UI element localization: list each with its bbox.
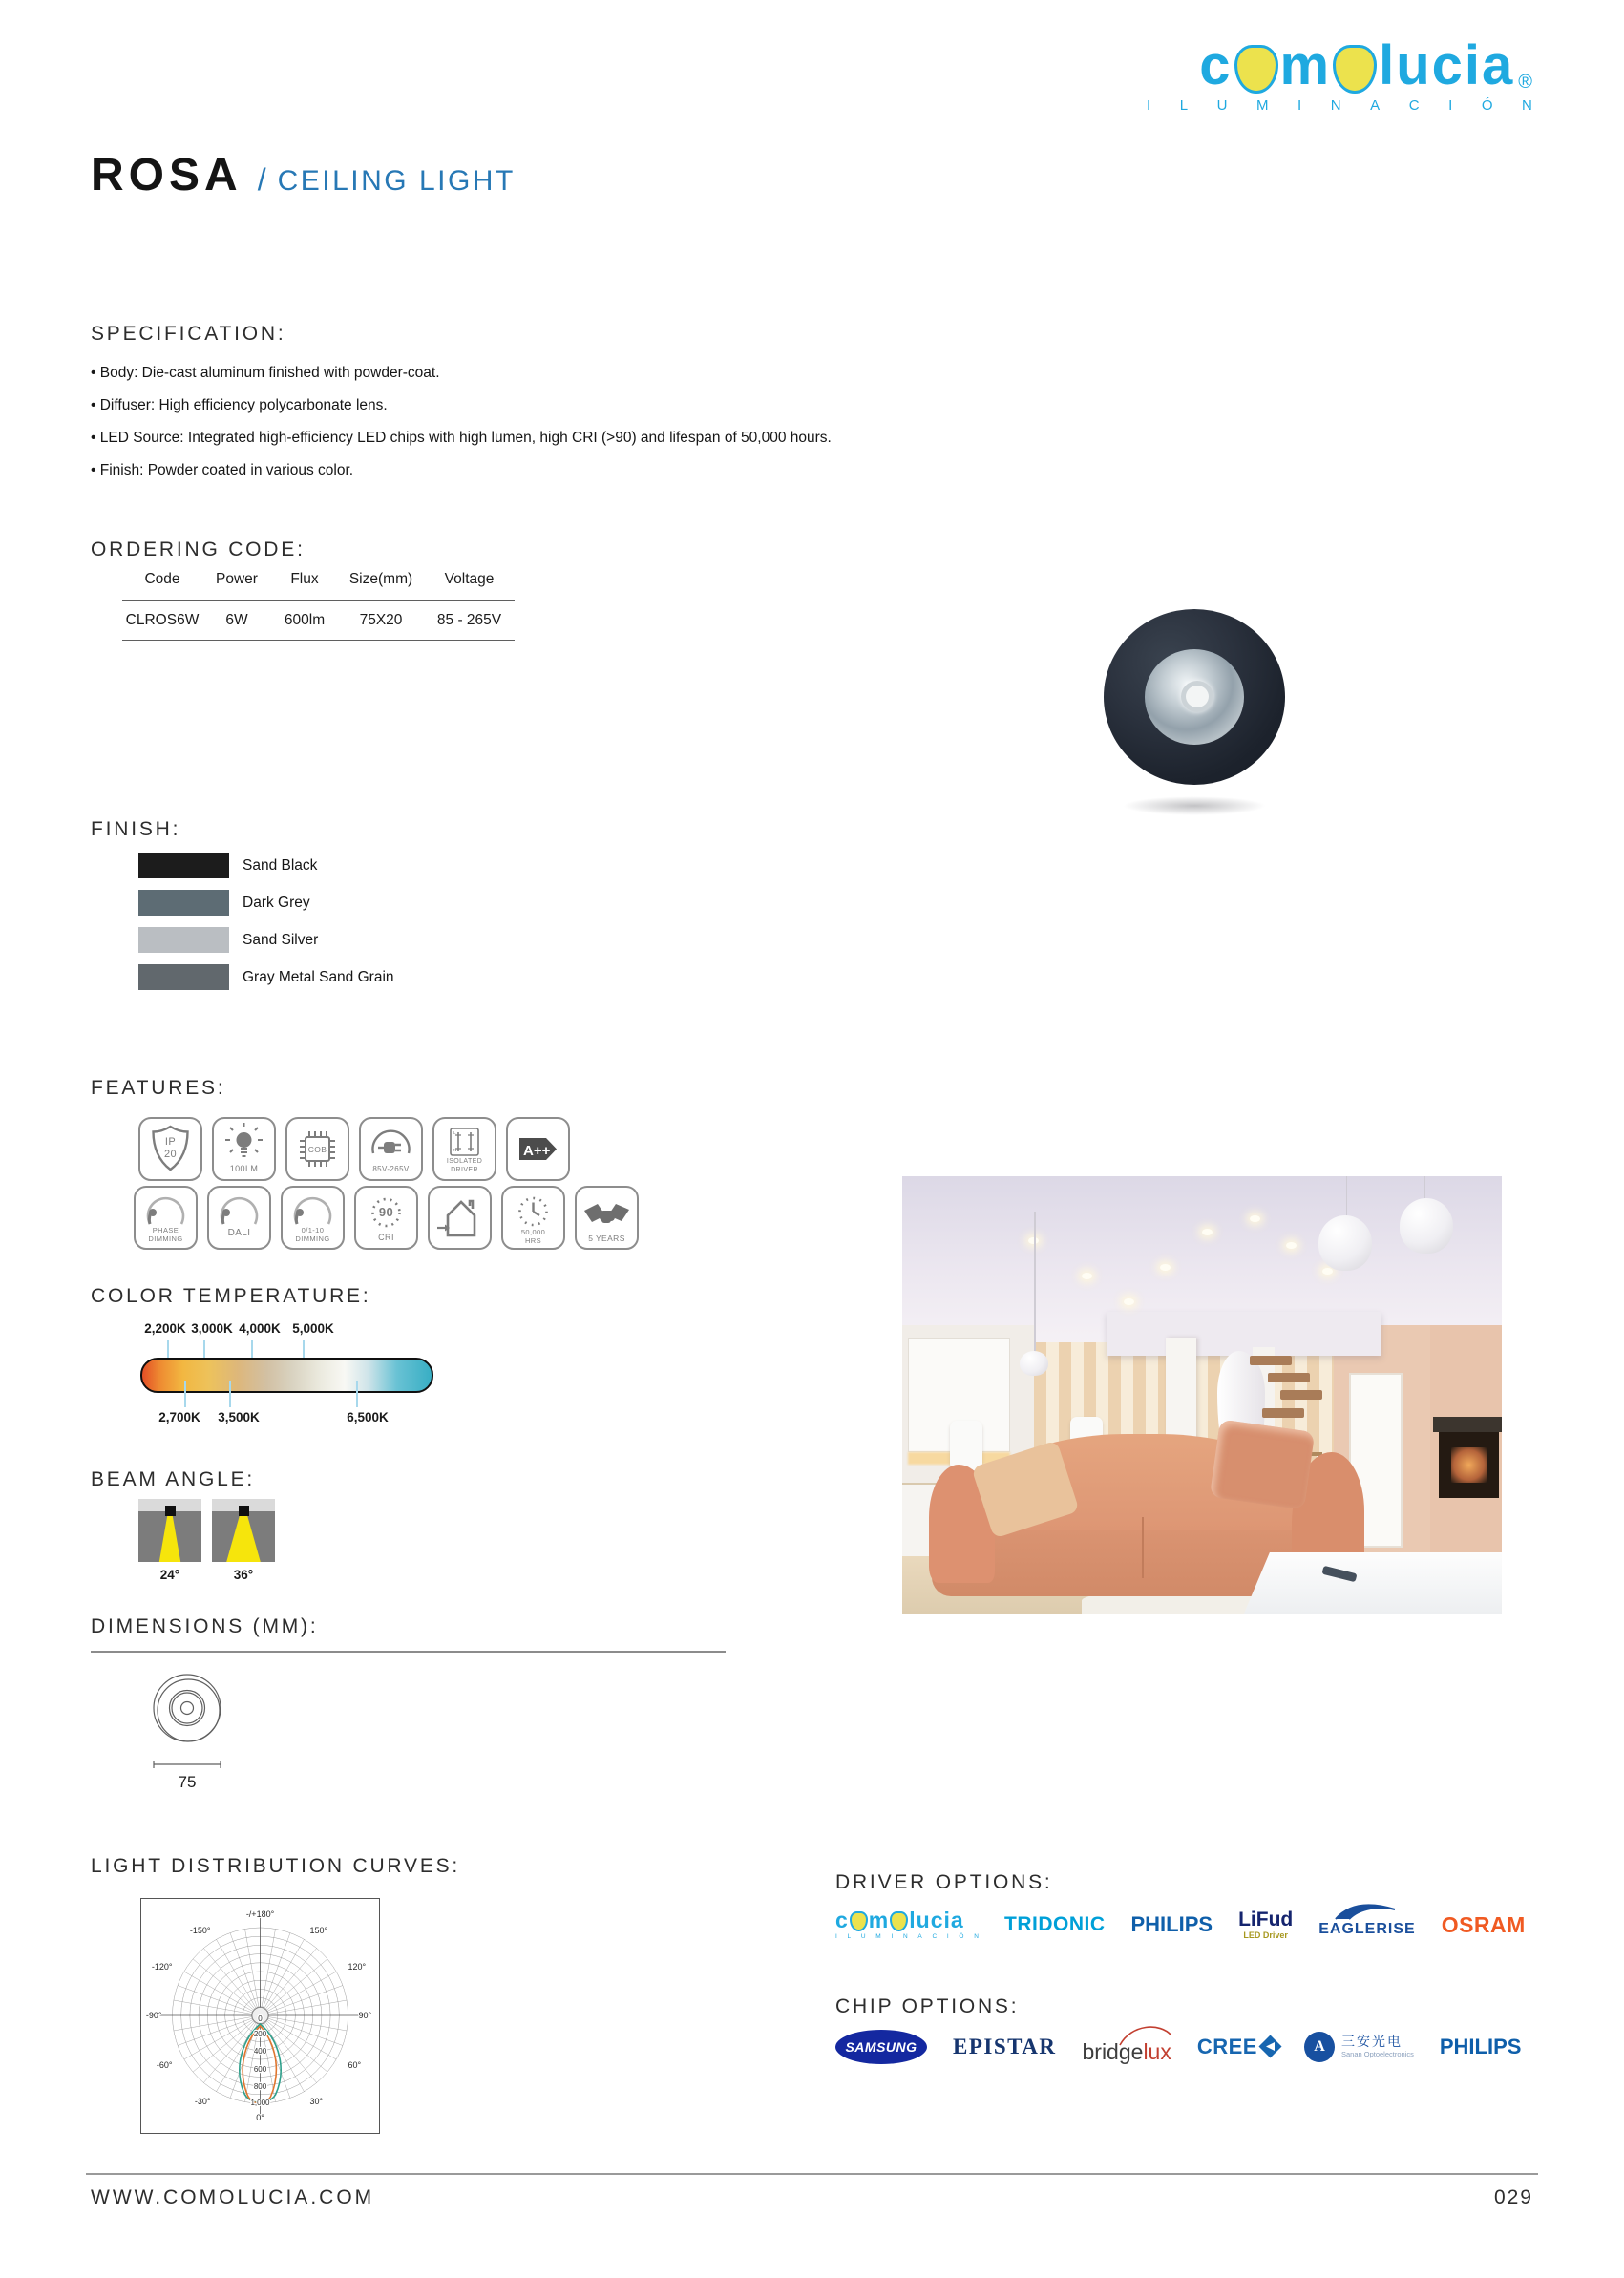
finish-heading: FINISH: [91, 818, 181, 840]
finish-options [138, 853, 394, 1002]
ip20-shield-icon: IP 20 [138, 1117, 202, 1181]
0-1-10-dimming-icon: 0/1-10 DIMMING [281, 1186, 345, 1250]
cell-flux: 600lm [271, 601, 338, 641]
bridgelux-logo: bridgelux [1083, 2028, 1171, 2065]
svg-text:1,000: 1,000 [250, 2099, 270, 2107]
epistar-logo: EPISTAR [953, 2034, 1057, 2058]
photo-coffee-table [1244, 1552, 1502, 1614]
table-row [122, 601, 515, 641]
svg-text:200: 200 [253, 2030, 267, 2038]
philips-logo: PHILIPS [1130, 1912, 1213, 1936]
beam-cone [138, 1515, 201, 1562]
pendant-lamp [1400, 1198, 1453, 1254]
svg-text:60°: 60° [348, 2060, 362, 2070]
svg-text:150°: 150° [309, 1926, 328, 1935]
dali-icon: DALI [207, 1186, 271, 1250]
pendant-cord [1346, 1176, 1348, 1215]
ct-label: 3,000K [191, 1321, 233, 1336]
registered-mark: ® [1518, 72, 1532, 93]
beam-angle-heading: BEAM ANGLE: [91, 1468, 256, 1490]
beam-angle-value: 24° [159, 1568, 180, 1582]
color-temperature-heading: COLOR TEMPERATURE: [91, 1285, 371, 1307]
svg-text:120°: 120° [348, 1962, 367, 1972]
dimension-value: 75 [178, 1773, 197, 1791]
lifestyle-photo [902, 1176, 1502, 1614]
col-size: Size(mm) [338, 567, 424, 601]
tridonic-logo: TRIDONIC [1004, 1913, 1106, 1935]
photo-fireplace-shelf [1433, 1417, 1502, 1432]
pendant-cord [1424, 1176, 1425, 1198]
cell-voltage: 85 - 265V [424, 601, 515, 641]
features-row-1 [138, 1117, 570, 1181]
color-swatch [138, 890, 229, 916]
cri-90-icon: 90 CRI [354, 1186, 418, 1250]
voltage-plug-icon: 85V-265V [359, 1117, 423, 1181]
ordering-table [122, 567, 515, 641]
logo-pick-icon [1333, 45, 1377, 94]
sanan-logo: A 三安光电 Sanan Optoelectronics [1304, 2032, 1414, 2062]
photo-sofa-seam [1142, 1517, 1144, 1578]
pendant-cord [1034, 1212, 1036, 1352]
spec-item: • Finish: Powder coated in various color. [91, 462, 832, 479]
logo-letter-c: c [1199, 34, 1233, 96]
ct-label: 5,000K [292, 1321, 334, 1336]
cree-logo: CREE [1197, 2035, 1278, 2059]
title-separator: / [257, 162, 266, 197]
footer-website: WWW.COMOLUCIA.COM [91, 2186, 375, 2208]
philips-logo: PHILIPS [1439, 2034, 1522, 2058]
isolated-driver-icon: L N ISOLATED DRIVER [432, 1117, 496, 1181]
finish-label: Sand Silver [243, 931, 319, 948]
color-swatch [138, 853, 229, 878]
svg-text:N: N [453, 1148, 457, 1152]
col-voltage: Voltage [424, 567, 515, 601]
photo-soffit [1107, 1312, 1382, 1356]
spec-item: • LED Source: Integrated high-efficiency LED chips with high lumen, high CRI (>90) and lifespan of 50,000 hours. [91, 430, 832, 447]
product-photo [1096, 588, 1297, 827]
lifespan-clock-icon: 50,000 HRS [501, 1186, 565, 1250]
svg-text:30°: 30° [309, 2097, 324, 2106]
dimension-drawing [143, 1666, 234, 1792]
svg-text:800: 800 [253, 2082, 267, 2091]
col-power: Power [202, 567, 271, 601]
color-swatch [138, 927, 229, 953]
ct-label: 6,500K [347, 1410, 389, 1424]
logo-letter-m: m [1279, 34, 1332, 96]
cell-code: CLROS6W [122, 601, 202, 641]
beam-cone [212, 1515, 275, 1562]
pendant-lamp [1318, 1215, 1372, 1271]
distribution-chart [140, 1898, 380, 2134]
svg-text:L: L [453, 1130, 456, 1135]
photo-stair-step [1280, 1390, 1322, 1400]
sanan-mark-icon: A [1304, 2032, 1335, 2062]
ct-tick [229, 1381, 231, 1407]
photo-stair-step [1262, 1408, 1304, 1418]
svg-text:400: 400 [253, 2047, 267, 2056]
specification-heading: SPECIFICATION: [91, 323, 286, 345]
ct-label: 3,500K [218, 1410, 260, 1424]
logo-pick-icon [1234, 45, 1278, 94]
svg-text:-150°: -150° [189, 1926, 211, 1935]
svg-text:-120°: -120° [151, 1962, 173, 1972]
finish-option [138, 927, 394, 953]
photo-fire-glow [1451, 1447, 1487, 1483]
osram-logo: OSRAM [1441, 1911, 1526, 1937]
color-swatch [138, 964, 229, 990]
finish-option [138, 853, 394, 878]
eagle-swoosh-icon [1332, 1900, 1399, 1923]
warranty-handshake-icon: 5 YEARS [575, 1186, 639, 1250]
product-name: ROSA [91, 150, 243, 200]
svg-text:-90°: -90° [145, 2011, 162, 2020]
ct-tick [356, 1381, 358, 1407]
distribution-heading: LIGHT DISTRIBUTION CURVES: [91, 1855, 461, 1877]
page-title [91, 149, 516, 201]
fixture-shadow [1123, 796, 1266, 815]
dimensions-rule [91, 1651, 726, 1653]
features-row-2 [134, 1186, 639, 1250]
svg-text:-/+180°: -/+180° [245, 1909, 275, 1919]
cell-power: 6W [202, 601, 271, 641]
recessed-downlight [1160, 1264, 1171, 1271]
svg-text:-60°: -60° [156, 2060, 173, 2070]
dimensions-heading: DIMENSIONS (MM): [91, 1615, 319, 1637]
spec-item: • Diffuser: High efficiency polycarbonate lens. [91, 397, 832, 414]
table-header-row [122, 567, 515, 601]
col-flux: Flux [271, 567, 338, 601]
lifud-logo: LiFud LED Driver [1238, 1909, 1294, 1940]
logo-letters-rest: lucia [1379, 34, 1515, 96]
chip-options-heading: CHIP OPTIONS: [835, 1995, 1020, 2017]
svg-text:0°: 0° [256, 2113, 264, 2122]
footer-rule [86, 2173, 1538, 2175]
spec-item: • Body: Die-cast aluminum finished with powder-coat. [91, 365, 832, 382]
finish-option [138, 890, 394, 916]
photo-chair [950, 1421, 982, 1470]
phase-dimming-icon: PHASE DIMMING [134, 1186, 198, 1250]
fixture-body [1104, 609, 1285, 785]
fixture-led [1181, 681, 1213, 712]
recessed-downlight [1202, 1229, 1213, 1235]
logo-pick-icon [850, 1911, 868, 1931]
cell-size: 75X20 [338, 601, 424, 641]
comolucia-logo: c m lucia I L U M I N A C I Ó N [835, 1908, 979, 1940]
brand-logo [1112, 34, 1532, 114]
color-temperature-section [91, 1285, 473, 1466]
logo-pick-icon [890, 1911, 908, 1931]
beam-24-diagram [138, 1499, 201, 1562]
beam-36-diagram [212, 1499, 275, 1562]
energy-class-icon [506, 1117, 570, 1181]
photo-pillow [1209, 1419, 1315, 1510]
indoor-house-icon [428, 1186, 492, 1250]
logo-tagline: I L U M I N A C I Ó N [1147, 97, 1532, 114]
finish-option [138, 964, 394, 990]
beam-fixture [239, 1506, 249, 1516]
ordering-heading: ORDERING CODE: [91, 538, 306, 560]
recessed-downlight [1286, 1242, 1297, 1249]
svg-text:-30°: -30° [194, 2097, 211, 2106]
footer-page-number: 029 [1493, 2186, 1533, 2208]
driver-options-heading: DRIVER OPTIONS: [835, 1871, 1053, 1893]
eaglerise-logo: EAGLERISE [1318, 1911, 1415, 1938]
finish-label: Dark Grey [243, 894, 310, 911]
product-type: CEILING LIGHT [277, 165, 516, 197]
finish-label: Gray Metal Sand Grain [243, 968, 394, 985]
svg-text:0: 0 [258, 2014, 263, 2023]
recessed-downlight [1082, 1273, 1092, 1279]
lumen-bulb-icon: 100LM [212, 1117, 276, 1181]
beam-fixture [165, 1506, 176, 1516]
recessed-downlight [1322, 1268, 1333, 1275]
ct-label: 2,700K [158, 1410, 200, 1424]
svg-text:90°: 90° [358, 2011, 372, 2020]
features-heading: FEATURES: [91, 1077, 226, 1099]
driver-logos [835, 1909, 1526, 1940]
cree-diamond-icon [1258, 2035, 1281, 2057]
chip-logos [835, 2028, 1521, 2065]
specification-list [91, 365, 832, 495]
ct-tick [184, 1381, 186, 1407]
finish-label: Sand Black [243, 856, 318, 874]
photo-stair-step [1268, 1373, 1310, 1382]
beam-angle-value: 36° [233, 1568, 254, 1582]
col-code: Code [122, 567, 202, 601]
svg-text:A++: A++ [523, 1143, 551, 1159]
photo-stair-step [1250, 1356, 1292, 1365]
ct-label: 2,200K [144, 1321, 186, 1336]
samsung-logo: SAMSUNG [835, 2030, 927, 2064]
svg-text:600: 600 [253, 2065, 267, 2074]
cob-chip-icon: COB [285, 1117, 349, 1181]
fixture-lens [1145, 649, 1244, 745]
ct-label: 4,000K [239, 1321, 281, 1336]
bridgelux-arc-icon [1118, 2022, 1175, 2047]
pendant-lamp [1020, 1351, 1048, 1376]
